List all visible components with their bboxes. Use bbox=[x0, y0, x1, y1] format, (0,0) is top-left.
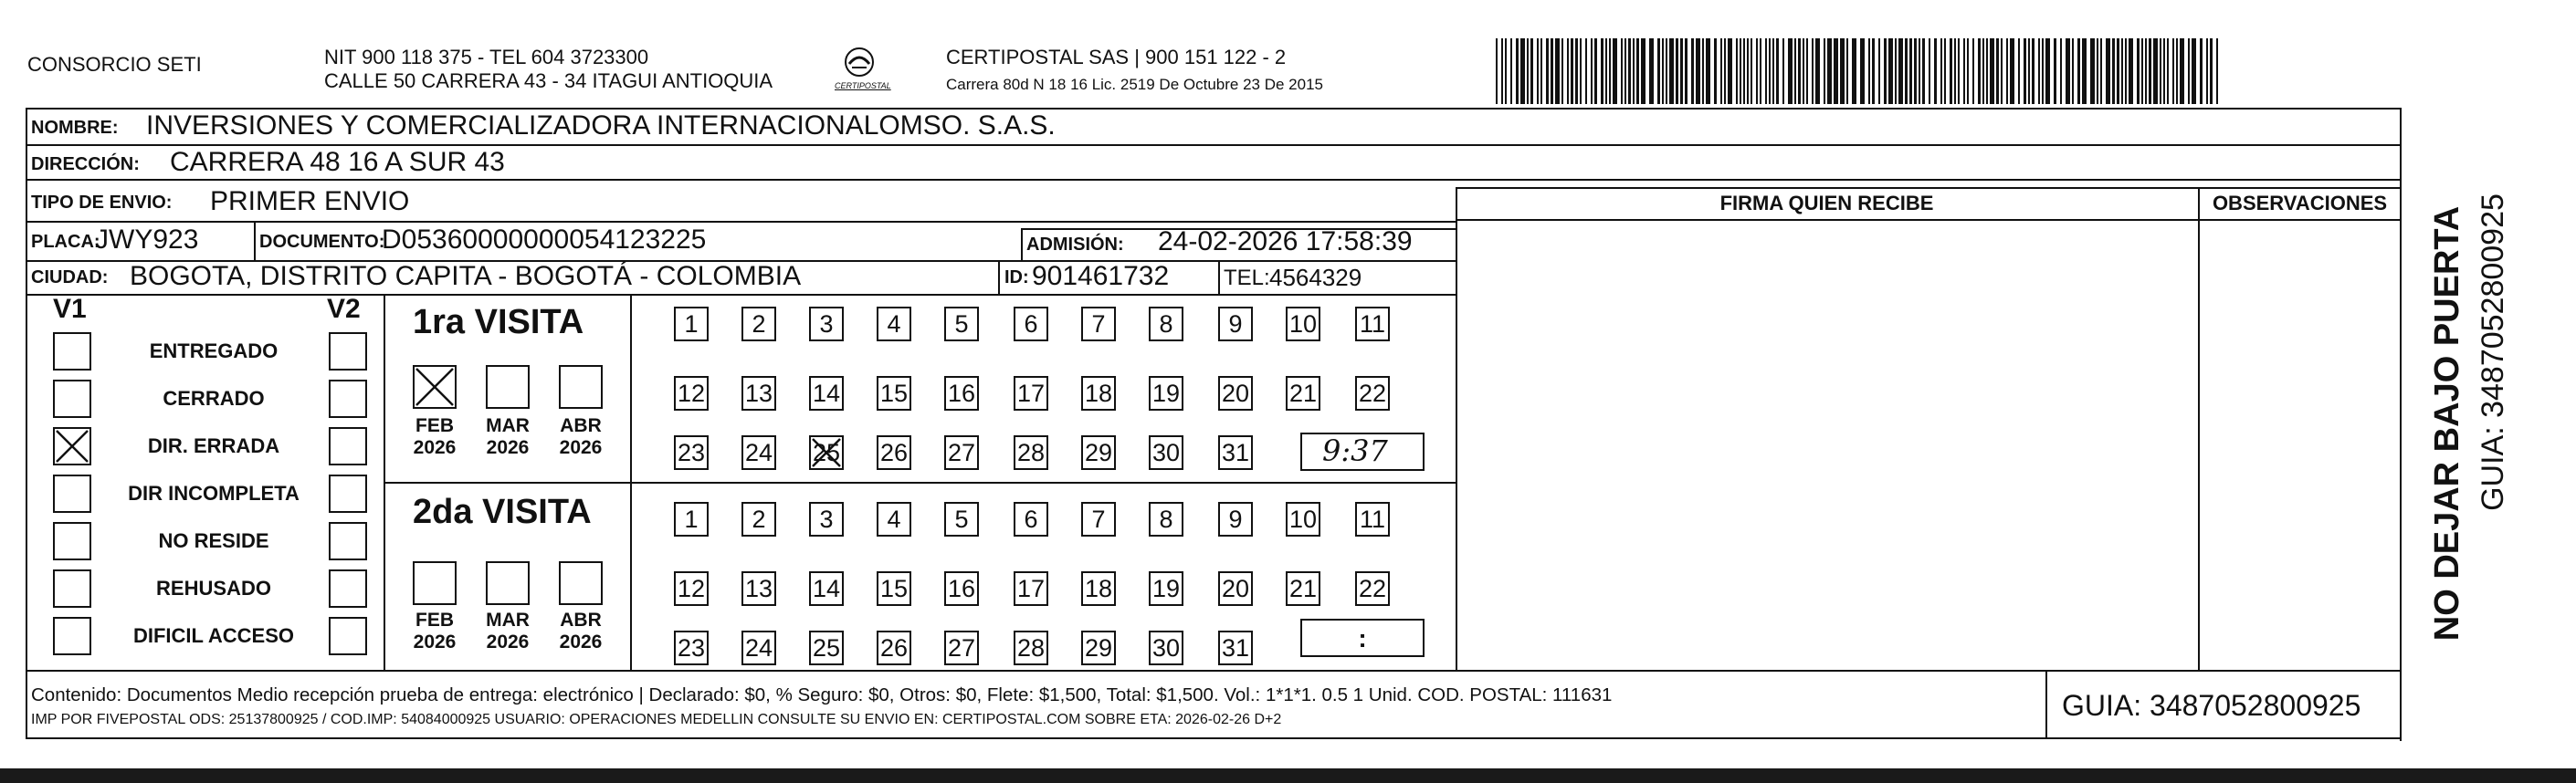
day-box[interactable]: 20 bbox=[1218, 376, 1253, 411]
row-line bbox=[26, 179, 2402, 181]
month-label: MAR 2026 bbox=[486, 610, 530, 653]
day-box[interactable]: 16 bbox=[944, 571, 979, 606]
v1-checkbox[interactable] bbox=[53, 475, 91, 513]
day-box[interactable]: 28 bbox=[1014, 631, 1048, 665]
company-name: CONSORCIO SETI bbox=[27, 53, 202, 76]
day-box[interactable]: 22 bbox=[1355, 571, 1390, 606]
x-mark-icon bbox=[55, 429, 89, 464]
certipostal-logo-icon bbox=[827, 44, 891, 100]
v2-checkbox[interactable] bbox=[329, 332, 367, 371]
day-box[interactable]: 6 bbox=[1014, 307, 1048, 341]
tel-label: TEL: bbox=[1224, 266, 1270, 290]
status-option: CERRADO bbox=[163, 387, 265, 410]
day-box[interactable]: 8 bbox=[1149, 502, 1183, 537]
status-option: DIFICIL ACCESO bbox=[132, 624, 294, 647]
observations-divider bbox=[2198, 187, 2200, 671]
day-box[interactable]: 13 bbox=[741, 376, 776, 411]
tipo-envio-value: PRIMER ENVIO bbox=[210, 186, 410, 216]
day-box[interactable]: 31 bbox=[1218, 435, 1253, 470]
day-box[interactable]: 18 bbox=[1081, 571, 1116, 606]
day-box[interactable]: 1 bbox=[674, 307, 709, 341]
first-visit-title: 1ra VISITA bbox=[413, 303, 584, 341]
day-box[interactable]: 30 bbox=[1149, 435, 1183, 470]
row-line bbox=[26, 144, 2402, 146]
documento-label: DOCUMENTO: bbox=[259, 232, 385, 252]
nombre-value: INVERSIONES Y COMERCIALIZADORA INTERNACIONALOMSO. S.A.S. bbox=[146, 110, 1056, 141]
cell-divider bbox=[998, 260, 1000, 294]
v1-label: V1 bbox=[53, 294, 87, 324]
signature-header-line bbox=[1456, 219, 2402, 221]
day-box[interactable]: 19 bbox=[1149, 376, 1183, 411]
cell-divider bbox=[1021, 228, 1023, 260]
month-checkbox[interactable] bbox=[559, 561, 603, 605]
day-box[interactable]: 2 bbox=[741, 307, 776, 341]
month-checkbox[interactable] bbox=[413, 561, 457, 605]
certipostal-logo bbox=[827, 44, 891, 100]
day-box[interactable]: 15 bbox=[877, 376, 911, 411]
barcode bbox=[1496, 38, 2222, 104]
v1-checkbox[interactable] bbox=[53, 380, 91, 418]
signature-top-border bbox=[1456, 187, 2402, 189]
day-box[interactable]: 14 bbox=[809, 571, 844, 606]
day-box[interactable]: 14 bbox=[809, 376, 844, 411]
day-box[interactable]: 8 bbox=[1149, 307, 1183, 341]
scan-edge bbox=[0, 768, 2576, 783]
id-value: 901461732 bbox=[1032, 261, 1170, 291]
day-box[interactable]: 27 bbox=[944, 631, 979, 665]
day-box[interactable]: 21 bbox=[1286, 571, 1320, 606]
day-box[interactable]: 15 bbox=[877, 571, 911, 606]
day-box[interactable]: 9 bbox=[1218, 307, 1253, 341]
first-visit-time: 9:37 bbox=[1322, 433, 1388, 468]
row-line bbox=[26, 221, 1456, 223]
day-box[interactable]: 27 bbox=[944, 435, 979, 470]
month-label: FEB 2026 bbox=[413, 415, 457, 459]
second-visit-time-box[interactable] bbox=[1300, 619, 1425, 657]
v2-checkbox[interactable] bbox=[329, 617, 367, 655]
day-box[interactable]: 3 bbox=[809, 502, 844, 537]
no-dejar-bajo-puerta: NO DEJAR BAJO PUERTA bbox=[2428, 205, 2466, 642]
day-box[interactable]: 13 bbox=[741, 571, 776, 606]
day-box[interactable]: 11 bbox=[1355, 307, 1390, 341]
day-box[interactable]: 29 bbox=[1081, 435, 1116, 470]
second-visit-time: : bbox=[1358, 624, 1367, 652]
certipostal-line: CERTIPOSTAL SAS | 900 151 122 - 2 bbox=[946, 46, 1287, 68]
x-mark-icon bbox=[415, 367, 455, 407]
month-label: FEB 2026 bbox=[413, 610, 457, 653]
status-option: ENTREGADO bbox=[149, 339, 279, 362]
documento-value: D05360000000054123225 bbox=[382, 224, 707, 255]
day-box[interactable]: 17 bbox=[1014, 571, 1048, 606]
nombre-label: NOMBRE: bbox=[31, 118, 119, 138]
day-box[interactable]: 5 bbox=[944, 502, 979, 537]
imp-line: IMP POR FIVEPOSTAL ODS: 25137800925 / COD.IMP: 54084000925 USUARIO: OPERACIONES MEDELLIN CONSULTE SU ENVIO EN: CERTIPOSTAL.COM SOBRE ETA: 2026-02-26 D+2 bbox=[31, 712, 1282, 727]
cell-divider bbox=[254, 221, 256, 260]
day-box[interactable]: 22 bbox=[1355, 376, 1390, 411]
v2-checkbox[interactable] bbox=[329, 522, 367, 560]
signature-header: FIRMA QUIEN RECIBE bbox=[1719, 192, 1934, 214]
v1-checkbox-checked[interactable] bbox=[53, 427, 91, 465]
visit-separator bbox=[384, 482, 1456, 484]
status-option: DIR INCOMPLETA bbox=[128, 482, 300, 505]
v1-checkbox[interactable] bbox=[53, 522, 91, 560]
observations-area[interactable] bbox=[2201, 222, 2400, 669]
day-box[interactable]: 24 bbox=[741, 435, 776, 470]
address-line: CALLE 50 CARRERA 43 - 34 ITAGUI ANTIOQUIA bbox=[324, 69, 773, 92]
day-box[interactable]: 21 bbox=[1286, 376, 1320, 411]
day-box[interactable]: 23 bbox=[674, 435, 709, 470]
side-guia: GUIA: 3487052800925 bbox=[2476, 193, 2510, 511]
v1-checkbox[interactable] bbox=[53, 332, 91, 371]
month-label: ABR 2026 bbox=[559, 415, 603, 459]
day-box[interactable]: 12 bbox=[674, 376, 709, 411]
month-checkbox[interactable] bbox=[486, 561, 530, 605]
status-option: DIR. ERRADA bbox=[147, 434, 280, 457]
day-box[interactable]: 20 bbox=[1218, 571, 1253, 606]
day-box[interactable]: 1 bbox=[674, 502, 709, 537]
signature-area[interactable] bbox=[1458, 222, 2196, 669]
day-box[interactable]: 24 bbox=[741, 631, 776, 665]
day-box[interactable]: 23 bbox=[674, 631, 709, 665]
id-label: ID: bbox=[1004, 267, 1029, 287]
ciudad-label: CIUDAD: bbox=[31, 267, 109, 287]
placa-value: JWY923 bbox=[95, 224, 199, 255]
second-visit-title: 2da VISITA bbox=[413, 493, 592, 531]
day-box[interactable]: 10 bbox=[1286, 502, 1320, 537]
placa-label: PLACA: bbox=[31, 232, 100, 252]
day-box[interactable]: 30 bbox=[1149, 631, 1183, 665]
v2-checkbox[interactable] bbox=[329, 380, 367, 418]
direccion-label: DIRECCIÓN: bbox=[31, 154, 140, 174]
v2-checkbox[interactable] bbox=[329, 427, 367, 465]
day-box[interactable]: 26 bbox=[877, 631, 911, 665]
day-box[interactable]: 25 bbox=[809, 631, 844, 665]
month-checkbox[interactable] bbox=[486, 365, 530, 409]
admision-label: ADMISIÓN: bbox=[1026, 235, 1124, 255]
month-label: MAR 2026 bbox=[486, 415, 530, 459]
direccion-value: CARRERA 48 16 A SUR 43 bbox=[170, 147, 505, 177]
day-box[interactable]: 29 bbox=[1081, 631, 1116, 665]
month-checkbox-checked[interactable] bbox=[413, 365, 457, 409]
day-box[interactable]: 3 bbox=[809, 307, 844, 341]
day-box[interactable]: 17 bbox=[1014, 376, 1048, 411]
status-option: REHUSADO bbox=[156, 577, 271, 600]
day-box[interactable]: 11 bbox=[1355, 502, 1390, 537]
day-box[interactable]: 7 bbox=[1081, 502, 1116, 537]
day-box[interactable]: 12 bbox=[674, 571, 709, 606]
day-box[interactable]: 19 bbox=[1149, 571, 1183, 606]
admision-value: 24-02-2026 17:58:39 bbox=[1158, 226, 1413, 256]
footer-divider bbox=[2045, 670, 2047, 739]
content-line: Contenido: Documentos Medio recepción prueba de entrega: electrónico | Declarado: $0, % Seguro: $0, Otros: $0, Flete: $1,500, Total: $1,500. Vol.: 1*1*1. 0.5 1 Unid. COD. POSTAL: 111631 bbox=[31, 684, 1613, 705]
day-box[interactable]: 10 bbox=[1286, 307, 1320, 341]
row-line bbox=[26, 294, 1456, 296]
day-box[interactable]: 26 bbox=[877, 435, 911, 470]
day-box[interactable]: 4 bbox=[877, 307, 911, 341]
day-box[interactable]: 2 bbox=[741, 502, 776, 537]
first-visit-time-box[interactable] bbox=[1300, 433, 1425, 471]
v2-checkbox[interactable] bbox=[329, 475, 367, 513]
day-box[interactable]: 16 bbox=[944, 376, 979, 411]
day-box[interactable]: 5 bbox=[944, 307, 979, 341]
day-box[interactable]: 28 bbox=[1014, 435, 1048, 470]
footer-guia: GUIA: 3487052800925 bbox=[2062, 689, 2361, 722]
day-box-marked[interactable]: 25 bbox=[809, 435, 844, 470]
license-line: Carrera 80d N 18 16 Lic. 2519 De Octubre 23 De 2015 bbox=[946, 76, 1323, 93]
tel-value: 4564329 bbox=[1269, 264, 1362, 291]
status-option: NO RESIDE bbox=[158, 529, 269, 552]
day-box[interactable]: 18 bbox=[1081, 376, 1116, 411]
signature-left-border bbox=[1456, 187, 1457, 671]
v1-checkbox[interactable] bbox=[53, 617, 91, 655]
logo-text: CERTIPOSTAL bbox=[835, 81, 891, 90]
month-checkbox[interactable] bbox=[559, 365, 603, 409]
v2-label: V2 bbox=[327, 294, 361, 324]
day-box[interactable]: 31 bbox=[1218, 631, 1253, 665]
day-box[interactable]: 7 bbox=[1081, 307, 1116, 341]
ciudad-value: BOGOTA, DISTRITO CAPITA - BOGOTÁ - COLOMBIA bbox=[130, 261, 802, 291]
cell-divider bbox=[1218, 260, 1220, 294]
nit-line: NIT 900 118 375 - TEL 604 3723300 bbox=[324, 46, 649, 68]
tipo-envio-label: TIPO DE ENVIO: bbox=[31, 193, 173, 213]
day-box[interactable]: 9 bbox=[1218, 502, 1253, 537]
v2-checkbox[interactable] bbox=[329, 569, 367, 608]
day-box[interactable]: 6 bbox=[1014, 502, 1048, 537]
v1-checkbox[interactable] bbox=[53, 569, 91, 608]
observations-header: OBSERVACIONES bbox=[2212, 192, 2388, 214]
month-label: ABR 2026 bbox=[559, 610, 603, 653]
day-box[interactable]: 4 bbox=[877, 502, 911, 537]
